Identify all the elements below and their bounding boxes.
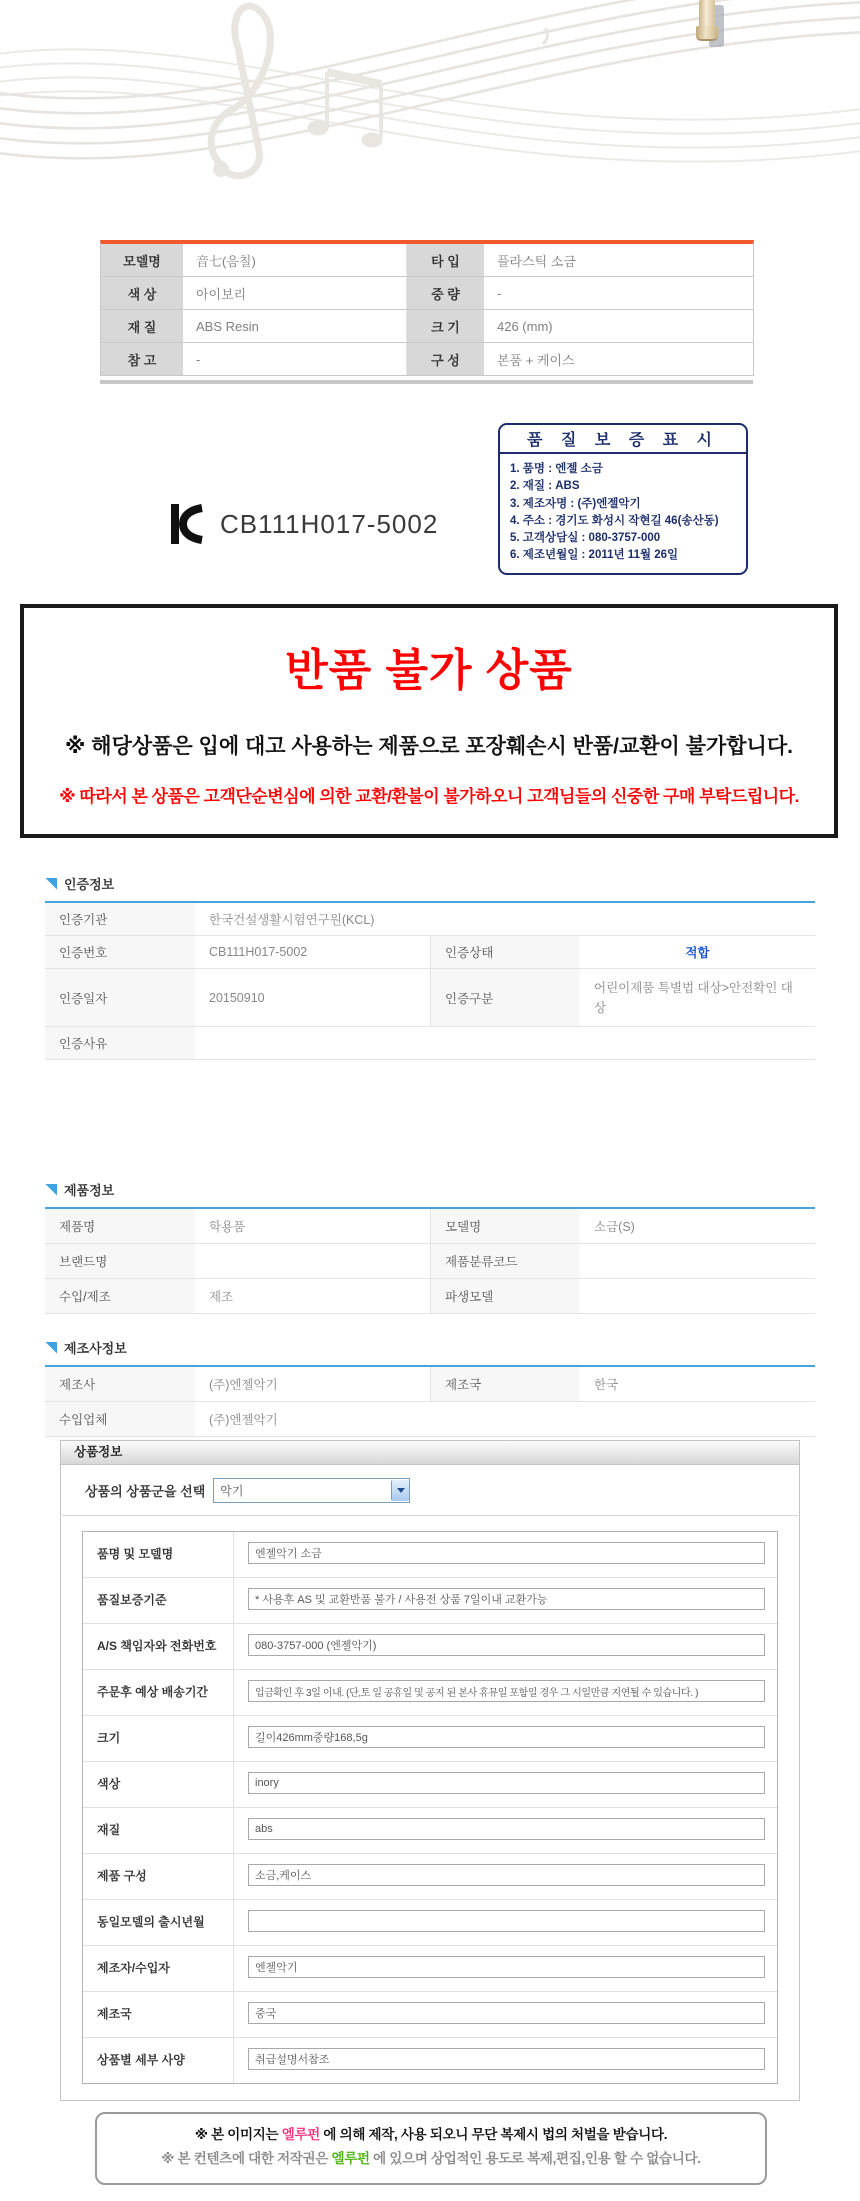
- cell-value: 한국건설생활시험연구원(KCL): [209, 913, 375, 927]
- warning-title: 반품 불가 상품: [285, 646, 573, 695]
- divider: [62, 1515, 798, 1516]
- copyright-line1: ※ 본 이미지는 엘루펀 에 의해 제작, 사용 되오니 무단 복제시 법의 처벌을 받습니다.: [194, 2127, 668, 2142]
- spec-label: 구 성: [407, 343, 485, 375]
- table-row: [45, 1209, 815, 1244]
- category-select-label: 상품의 상품군을 선택: [85, 1484, 206, 1499]
- section-title-label: 제품정보: [64, 1183, 115, 1198]
- warning-line2: ※ 따라서 본 상품은 고객단순변심에 의한 교환/환불이 불가하오니 고객님들의 신중한 구매 부탁드립니다.: [59, 787, 799, 806]
- cell-value: [195, 1027, 815, 1059]
- manufacturer-table: [45, 1365, 815, 1437]
- brand-name: 엘루펀: [281, 2127, 320, 2142]
- cell-label: 인증번호: [45, 936, 195, 968]
- music-staff-decoration: [0, 0, 860, 185]
- recorder-cap-image: [699, 0, 715, 27]
- spec-table: [100, 240, 754, 376]
- cell-value: [580, 1244, 815, 1278]
- cell-value: CB111H017-5002: [209, 945, 308, 959]
- form-label: 제조국: [97, 2007, 132, 2021]
- section-marker-icon: [45, 1342, 57, 1354]
- form-row: [83, 1808, 777, 1854]
- table-row: [45, 969, 815, 1027]
- form-row: [83, 1670, 777, 1716]
- form-label: 주문후 예상 배송기간: [97, 1685, 208, 1699]
- form-input-origin-country[interactable]: [248, 2002, 765, 2024]
- treble-clef-icon: [211, 6, 270, 177]
- form-row: [83, 2038, 777, 2083]
- quality-stamp-line: 1. 품명 : 엔젤 소금: [510, 463, 603, 475]
- spec-label: 참 고: [101, 343, 184, 375]
- form-input-shipping-period[interactable]: [248, 1680, 765, 1702]
- quality-stamp-line: 3. 제조자명 : (주)엔젤악기: [510, 497, 641, 510]
- form-label: 동일모델의 출시년월: [97, 1915, 205, 1929]
- cell-value: 제조: [209, 1290, 234, 1304]
- section-marker-icon: [45, 878, 57, 890]
- spec-row: [101, 310, 753, 343]
- form-row: [83, 1992, 777, 2038]
- form-input-maker[interactable]: [248, 1956, 765, 1978]
- copyright-line2: ※ 본 컨텐츠에 대한 저작권은 엘루펀 에 있으며 상업적인 용도로 복제,편집,인용 할 수 없습니다.: [161, 2151, 701, 2166]
- goods-form: [82, 1531, 778, 2084]
- table-row: [45, 1367, 815, 1402]
- form-label: 재질: [97, 1823, 121, 1837]
- form-label: 품명 및 모델명: [97, 1547, 174, 1561]
- spec-row: [101, 277, 753, 310]
- chevron-down-icon: [397, 1488, 405, 1493]
- form-input-as-contact[interactable]: [248, 1634, 765, 1656]
- cell-value: (주)엔젤악기: [209, 1378, 278, 1392]
- cell-label: 브랜드명: [45, 1244, 195, 1278]
- section-title-manufacturer: [45, 1338, 815, 1357]
- kc-certification-mark: [168, 501, 438, 547]
- spec-value: 音七(음칠): [184, 244, 407, 276]
- spec-value: -: [184, 343, 407, 375]
- form-label: 색상: [97, 1777, 121, 1791]
- spec-label: 크 기: [407, 310, 485, 342]
- cell-value: 한국: [594, 1378, 619, 1392]
- goods-panel-header: 상품정보: [60, 1440, 800, 1465]
- no-return-warning-box: [20, 604, 838, 838]
- product-info-section: [45, 1180, 815, 1314]
- section-title-label: 인증정보: [64, 877, 115, 892]
- product-table: [45, 1207, 815, 1314]
- cell-label: 인증상태: [430, 936, 580, 968]
- kc-certification-icon: [168, 501, 208, 547]
- section-marker-icon: [45, 1184, 57, 1196]
- dropdown-arrow-button[interactable]: [391, 1480, 409, 1501]
- table-row: [45, 1244, 815, 1279]
- form-label: 크기: [97, 1731, 121, 1745]
- spec-row: [101, 343, 753, 376]
- cell-label: 제품명: [45, 1209, 195, 1243]
- cell-value: 소금(S): [594, 1220, 635, 1234]
- spec-label: 중 량: [407, 277, 485, 309]
- quality-stamp-line: 5. 고객상담실 : 080-3757-000: [510, 532, 661, 544]
- product-category-select[interactable]: [213, 1478, 410, 1503]
- copyright-notice-box: [95, 2112, 767, 2185]
- form-label: 제품 구성: [97, 1869, 147, 1883]
- warning-line1: ※ 해당상품은 입에 대고 사용하는 제품으로 포장훼손시 반품/교환이 불가합니다.: [65, 735, 793, 758]
- form-input-color[interactable]: [248, 1772, 765, 1794]
- cell-label: 인증구분: [430, 969, 580, 1026]
- form-input-detail-spec[interactable]: [248, 2048, 765, 2070]
- certification-status-link[interactable]: 적합: [685, 946, 710, 960]
- music-staff-svg: [0, 0, 860, 185]
- form-input-product-name[interactable]: [248, 1542, 765, 1564]
- cell-label: 제조사: [45, 1367, 195, 1401]
- form-row: [83, 1578, 777, 1624]
- section-title-label: 제조사정보: [64, 1341, 127, 1356]
- cell-label: 인증기관: [45, 903, 195, 935]
- form-label: 상품별 세부 사양: [97, 2053, 185, 2067]
- cell-label: 인증사유: [45, 1027, 195, 1059]
- quality-stamp-title: 품 질 보 증 표 시: [500, 425, 746, 454]
- quality-stamp-line: 2. 재질 : ABS: [510, 480, 580, 493]
- spec-label: 모델명: [101, 244, 184, 276]
- spec-value: -: [485, 277, 753, 309]
- table-row: [45, 903, 815, 936]
- form-row: [83, 1762, 777, 1808]
- goods-info-panel: [60, 1440, 800, 2101]
- brand-name: 엘루펀: [331, 2151, 370, 2166]
- section-title-product: [45, 1180, 815, 1199]
- spec-value: 아이보리: [184, 277, 407, 309]
- cell-value: (주)엔젤악기: [209, 1413, 278, 1427]
- cell-value: 20150910: [209, 990, 265, 1005]
- cell-label: 수입업체: [45, 1402, 195, 1436]
- cell-label: 제조국: [430, 1367, 580, 1401]
- form-label: 품질보증기준: [97, 1593, 167, 1607]
- cell-value: [580, 1279, 815, 1313]
- form-input-material[interactable]: [248, 1818, 765, 1840]
- cell-label: 인증일자: [45, 969, 195, 1026]
- spec-value: 426 (mm): [485, 310, 753, 342]
- form-row: [83, 1716, 777, 1762]
- table-row: [45, 936, 815, 969]
- table-row: [45, 1402, 815, 1437]
- form-row: [83, 1946, 777, 1992]
- form-label: 제조자/수입자: [97, 1961, 170, 1975]
- cell-label: 파생모델: [430, 1279, 580, 1313]
- divider: [100, 380, 753, 384]
- form-input-release-date[interactable]: [248, 1910, 765, 1932]
- form-input-warranty[interactable]: [248, 1588, 765, 1610]
- spec-label: 색 상: [101, 277, 184, 309]
- spec-value: 플라스틱 소금: [485, 244, 753, 276]
- form-row: [83, 1854, 777, 1900]
- manufacturer-info-section: [45, 1338, 815, 1437]
- kc-certification-number: CB111H017-5002: [220, 508, 439, 539]
- quality-stamp-line: 4. 주소 : 경기도 화성시 작현길 46(송산동): [510, 514, 719, 527]
- quality-assurance-stamp: [498, 423, 748, 575]
- section-title-certification: [45, 874, 815, 893]
- spec-row: [101, 244, 753, 277]
- form-label: A/S 책임자와 전화번호: [97, 1639, 217, 1653]
- spec-value: ABS Resin: [184, 310, 407, 342]
- form-row: [83, 1900, 777, 1946]
- cell-value: 어린이제품 특별법 대상>안전확인 대상: [594, 980, 793, 1015]
- spec-value: 본품 + 케이스: [485, 343, 753, 375]
- spec-label: 재 질: [101, 310, 184, 342]
- cell-label: 제품분류코드: [430, 1244, 580, 1278]
- form-row: [83, 1532, 777, 1578]
- spec-label: 타 입: [407, 244, 485, 276]
- table-row: [45, 1279, 815, 1314]
- cell-value: [195, 1244, 430, 1278]
- recorder-cap-base: [696, 26, 718, 41]
- table-row: [45, 1027, 815, 1060]
- quality-stamp-line: 6. 제조년월일 : 2011년 11월 26일: [510, 549, 679, 562]
- selected-category: 악기: [220, 1484, 244, 1498]
- category-select-row: [61, 1465, 799, 1515]
- form-row: [83, 1624, 777, 1670]
- certification-info-section: [45, 874, 815, 1060]
- form-input-composition[interactable]: [248, 1864, 765, 1886]
- cell-label: 모델명: [430, 1209, 580, 1243]
- cell-label: 수입/제조: [45, 1279, 195, 1313]
- certification-table: [45, 901, 815, 1060]
- form-input-size[interactable]: [248, 1726, 765, 1748]
- cell-value: 학용품: [209, 1220, 246, 1234]
